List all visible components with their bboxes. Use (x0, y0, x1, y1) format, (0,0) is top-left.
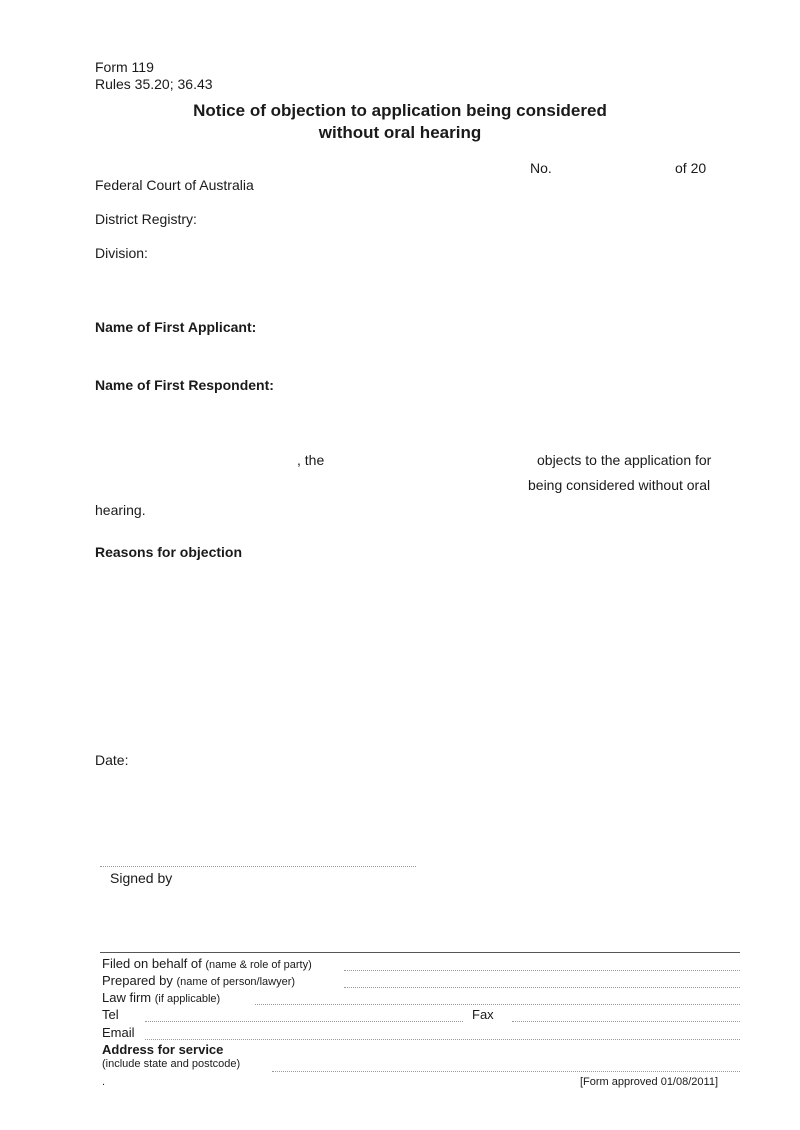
filed-on-behalf-row (102, 956, 312, 971)
prepared-by-row (102, 973, 295, 988)
form-approved-note: [Form approved 01/08/2011] (580, 1076, 718, 1088)
division-label: Division: (95, 245, 148, 261)
address-label: Address for service (102, 1042, 224, 1057)
objects-line-1: objects to the application for (537, 452, 712, 468)
signature-line (100, 866, 416, 867)
law-firm-field[interactable] (255, 1004, 740, 1005)
prepared-by-field[interactable] (344, 987, 740, 988)
footer-dot: . (102, 1076, 106, 1088)
the-text: , the (297, 452, 325, 468)
law-firm-label: Law firm (102, 990, 152, 1005)
reasons-heading: Reasons for objection (95, 544, 243, 560)
first-applicant-label: Name of First Applicant: (95, 319, 257, 335)
email-label: Email (102, 1025, 135, 1040)
footer-rule (100, 952, 740, 953)
form-number: Form 119 (95, 59, 154, 75)
rules-reference: Rules 35.20; 36.43 (95, 76, 213, 92)
title-line-2: without oral hearing (318, 123, 482, 142)
objects-line-3: hearing. (95, 502, 146, 518)
fax-label: Fax (472, 1007, 494, 1022)
filed-on-behalf-label: Filed on behalf of (102, 956, 202, 971)
signed-by-label: Signed by (110, 870, 173, 886)
law-firm-hint: (if applicable) (154, 993, 221, 1005)
law-firm-row (102, 990, 220, 1005)
prepared-by-hint: (name of person/lawyer) (176, 976, 296, 988)
tel-field[interactable] (145, 1021, 463, 1022)
court-name: Federal Court of Australia (95, 177, 254, 193)
first-respondent-label: Name of First Respondent: (95, 377, 274, 393)
address-field[interactable] (272, 1071, 740, 1072)
title-line-1: Notice of objection to application being considered (193, 101, 607, 120)
address-hint: (include state and postcode) (102, 1058, 241, 1070)
fax-field[interactable] (512, 1021, 740, 1022)
of-year-label: of 20 (675, 160, 707, 176)
district-registry-label: District Registry: (95, 211, 197, 227)
filed-on-behalf-field[interactable] (344, 970, 740, 971)
tel-label: Tel (102, 1007, 119, 1022)
date-label: Date: (95, 752, 129, 768)
email-field[interactable] (145, 1039, 740, 1040)
prepared-by-label: Prepared by (102, 973, 173, 988)
filed-on-behalf-hint: (name & role of party) (205, 959, 312, 971)
no-label: No. (530, 160, 552, 176)
objects-line-2: being considered without oral (528, 477, 711, 493)
